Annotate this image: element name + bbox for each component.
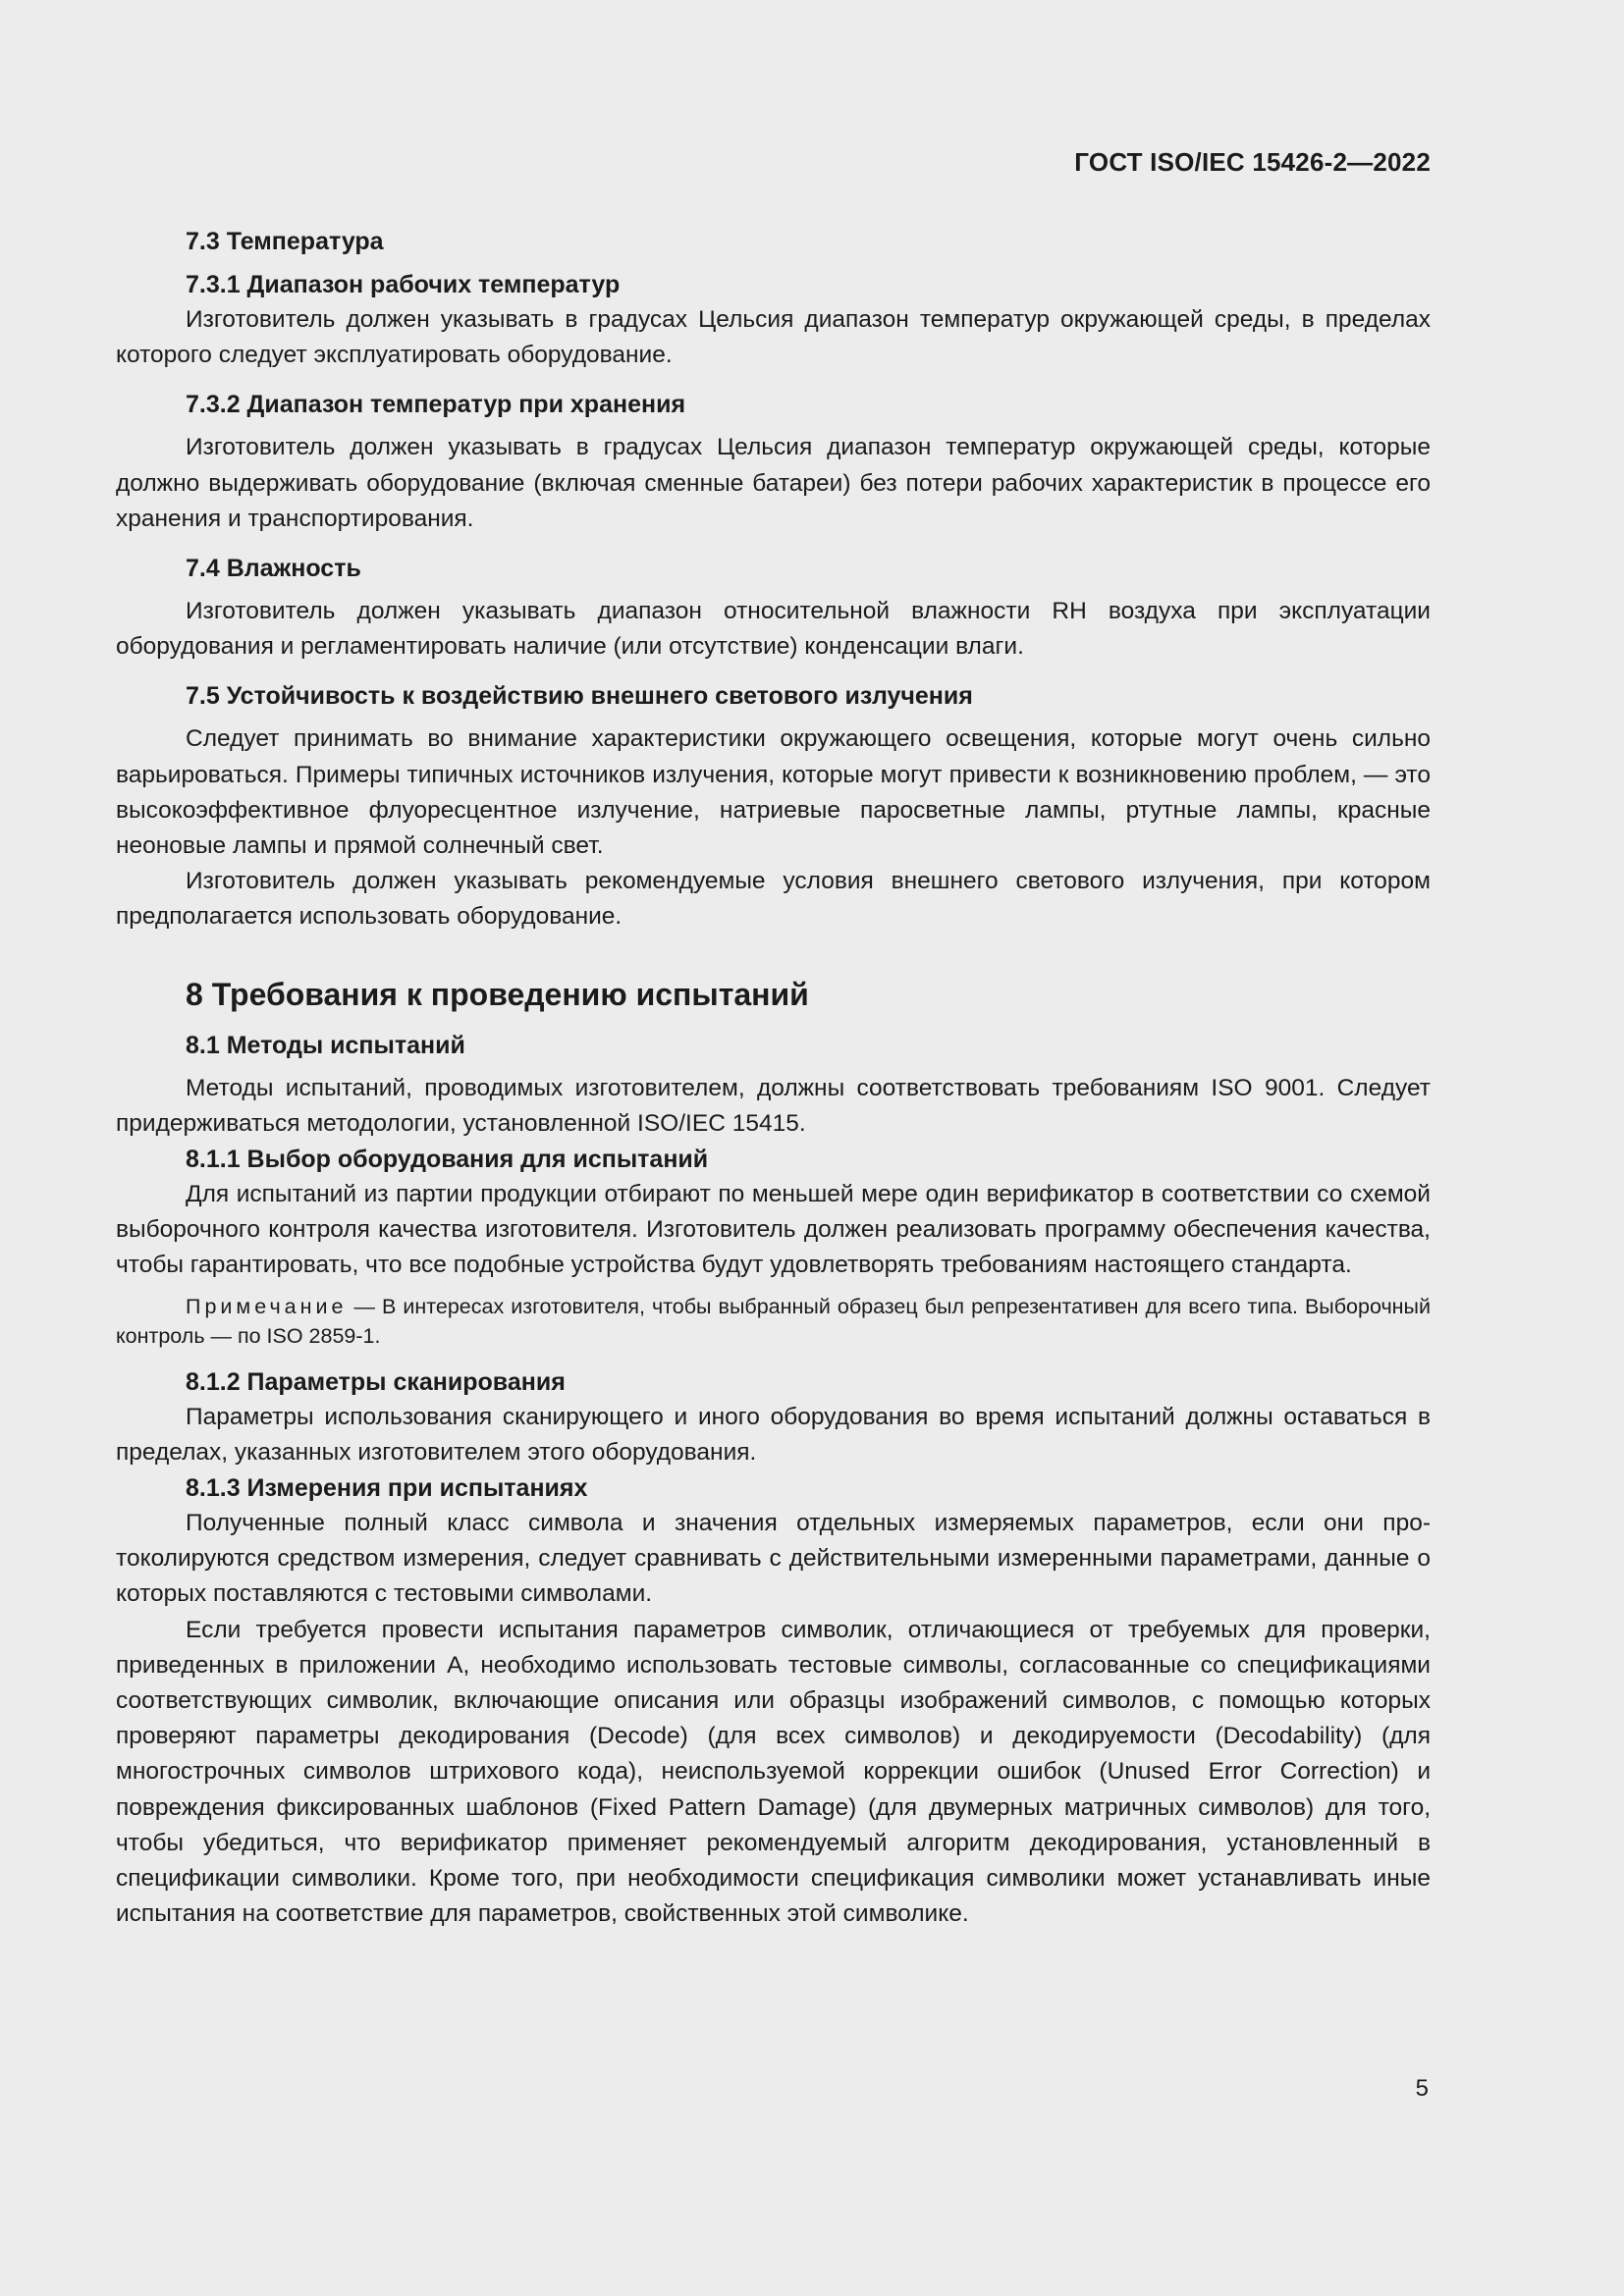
section-7-5-title: 7.5 Устойчивость к воздействию внешнего светового излучения [186,682,973,711]
page-content [116,224,1431,1933]
section-8-1-1-paragraph: Для испытаний из партии продукции отбирают по меньшей мере один верификатор в соответствии со схемой выборочного контроля качества изготовителя. Изготовитель должен реализовать программу обеспечения качества, чтобы гарантировать, что все подобные устройства будут удовлетворять требованиям настоящего стандарта. [116,1181,1431,1279]
section-7-3-title: 7.3 Температура [186,228,384,255]
section-7-4-title: 7.4 Влажность [186,555,361,583]
section-7-5-paragraph-1: Следует принимать во внимание характеристики окружающего освещения, которые могут очень сильно варьироваться. Примеры типичных источников излучения, которые могут привести к возникновению проблем, — это высокоэффективное флуоресцентное излучение, натриевые паросветные лампы, ртутные лампы, красные неоновые лампы и прямой солнечный свет. [116,725,1431,860]
section-7-5-paragraph-2: Изготовитель должен указывать рекомендуемые условия внешнего светового излучения, при котором предполагается использовать оборудование. [116,868,1431,931]
section-8-1-3-paragraph-2: Если требуется провести испытания параметров символик, отличающиеся от требуемых для проверки, приведенных в приложении А, необходимо использовать тестовые символы, согласованные со спецификациями соответствующих символик, включающие описания или образцы изображений символов, с помощью которых проверяют параметры декодирования (Decode) (для всех символов) и декодируемости (Decodability) (для многострочных символов штрихового кода), неиспользуемой коррекции ошибок (Unused Error Correction) и повреждения фиксированных шаблонов (Fixed Pattern Damage) (для двумерных матричных символов) для того, чтобы убедиться, что верификатор применяет рекомендуемый алгоритм декодирования, установленный в спецификации символики. Кроме того, при необходимости спецификация символики может устанавливать иные испытания на соответствие для параметров, свойственных этой символике. [116,1616,1431,1928]
section-8-1-2-paragraph: Параметры использования сканирующего и иного оборудования во время испытаний должны оставаться в пределах, указанных изготовителем этого оборудования. [116,1403,1431,1466]
note-paragraph [116,1292,1431,1351]
section-8-1-3-title: 8.1.3 Измерения при испытаниях [186,1474,588,1503]
document-code-header: ГОСТ ISO/IEC 15426-2—2022 [1074,147,1431,177]
section-7-3-2-paragraph: Изготовитель должен указывать в градусах Цельсия диапазон температур окружающей среды, которые должно выдерживать оборудование (включая сменные батареи) без потери рабочих характеристик в процессе его хранения и транспортирования. [116,434,1431,532]
section-7-3-1-title: 7.3.1 Диапазон рабочих температур [186,271,621,298]
note-text: — В интересах изготовителя, чтобы выбранный образец был репрезентативен для всего типа. Выборочный контроль — по ISO 2859-1. [116,1294,1431,1348]
section-8-title: 8 Требования к проведению испытаний [186,976,809,1012]
section-8-1-1-title: 8.1.1 Выбор оборудования для испытаний [186,1146,709,1174]
section-8-1-2-title: 8.1.2 Параметры сканирования [186,1367,566,1396]
section-8-1-paragraph: Методы испытаний, проводимых изготовителем, должны соответствовать требованиям ISO 9001. Следует придерживаться методологии, установленной ISO/IEC 15415. [116,1074,1431,1137]
page-number: 5 [1415,2075,1429,2102]
note-label: Примечание [186,1294,348,1318]
section-8-1-title: 8.1 Методы испытаний [186,1031,465,1059]
section-7-3-2-title: 7.3.2 Диапазон температур при хранения [186,391,686,419]
section-8-1-3-paragraph-1: Полученные полный класс символа и значения отдельных измеряемых параметров, если они протоколируются средством измерения, следует сравнивать с действительными измеренными параметрами, данные о которых поставляются с тестовыми символами. [116,1510,1431,1608]
section-7-4-paragraph: Изготовитель должен указывать диапазон относительной влажности RH воздуха при эксплуатации оборудования и регламентировать наличие (или отсутствие) конденсации влаги. [116,598,1431,661]
section-7-3-1-paragraph: Изготовитель должен указывать в градусах Цельсия диапазон температур окружающей среды, в пределах которого следует эксплуатировать оборудование. [116,306,1431,369]
